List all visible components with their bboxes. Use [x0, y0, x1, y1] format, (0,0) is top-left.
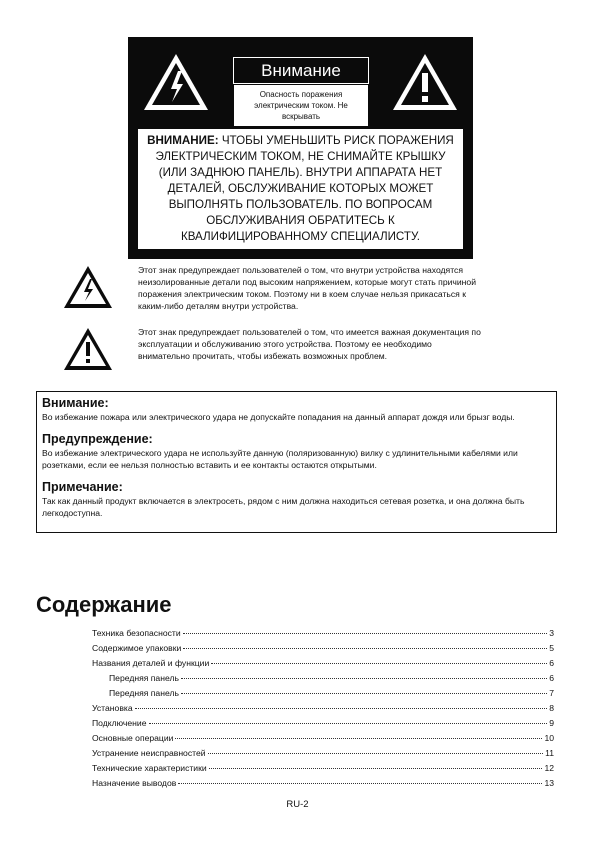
toc-label: Передняя панель	[109, 673, 179, 683]
toc-label: Назначение выводов	[92, 778, 177, 788]
toc-page: 10	[544, 733, 554, 743]
toc-page: 13	[544, 778, 554, 788]
note-text: Во избежание пожара или электрического удара не допускайте попадания на данный аппарат дождя или брызг воды.	[42, 412, 515, 422]
exclamation-warning-icon	[62, 326, 114, 372]
toc-leader	[183, 633, 548, 634]
note-text: Во избежание электрического удара не используйте данную (поляризованную) вилку с удлинительными кабелями или розетками, если ее нельзя полностью вставить и ее контакты остаются открытыми.	[42, 448, 518, 470]
toc-label: Установка	[92, 703, 133, 713]
toc-label: Технические характеристики	[92, 763, 207, 773]
toc-leader	[175, 738, 542, 739]
toc-leader	[209, 768, 543, 769]
lightning-warning-icon	[141, 51, 211, 113]
toc-leader	[211, 663, 547, 664]
toc-label: Передняя панель	[109, 688, 179, 698]
toc-leader	[183, 648, 547, 649]
toc-leader	[181, 678, 547, 679]
warning-box	[128, 37, 473, 259]
toc-label: Названия деталей и функции	[92, 658, 210, 668]
toc-page: 9	[549, 718, 554, 728]
toc-leader	[149, 723, 548, 724]
toc-title: Содержание	[36, 592, 172, 617]
toc-page: 6	[549, 673, 554, 683]
toc-leader	[178, 783, 542, 784]
caution-main-text	[138, 129, 463, 249]
toc-entry[interactable]	[92, 688, 554, 703]
toc-entry[interactable]	[92, 658, 554, 673]
symbol-text: Этот знак предупреждает пользователей о том, что имеется важная документация по эксплуатации и обслуживанию этого устройства. Поэтому ее необходимо внимательно прочитать, чтобы избежать возможных проблем.	[138, 327, 481, 361]
caution-subtitle-line: электрическим током. Не вскрывать	[254, 101, 348, 121]
toc-entry[interactable]	[92, 763, 554, 778]
lightning-warning-icon	[62, 264, 114, 310]
toc-label: Содержимое упаковки	[92, 643, 182, 653]
toc-entry[interactable]	[92, 718, 554, 733]
toc-page: 11	[545, 748, 554, 758]
notes-box	[36, 391, 557, 533]
toc-leader	[208, 753, 544, 754]
toc-entry[interactable]	[92, 733, 554, 748]
toc-page: 5	[549, 643, 554, 653]
toc-page: 8	[549, 703, 554, 713]
toc-entry[interactable]	[92, 703, 554, 718]
caution-main-body: ЧТОБЫ УМЕНЬШИТЬ РИСК ПОРАЖЕНИЯ ЭЛЕКТРИЧЕСКИМ ТОКОМ, НЕ СНИМАЙТЕ КРЫШКУ (ИЛИ ЗАДНЮЮ ПАНЕЛЬ). ВНУТРИ АППАРАТА НЕТ ДЕТАЛЕЙ, ОБСЛУЖИВАНИЕ КОТОРЫХ МОЖЕТ ВЫПОЛНЯТЬ ПОЛЬЗОВАТЕЛЬ. ПО ВОПРОСАМ ОБСЛУЖИВАНИЯ ОБРАТИТЕСЬ К КВАЛИФИЦИРОВАННОМУ СПЕЦИАЛИСТУ.	[155, 134, 454, 243]
note-heading: Внимание:	[42, 396, 109, 410]
note-text: Так как данный продукт включается в электросеть, рядом с ним должна находиться сетевая розетка, и она должна быть легкодоступна.	[42, 496, 525, 518]
exclamation-warning-icon	[390, 51, 460, 113]
note-heading: Предупреждение:	[42, 432, 153, 446]
page-number: RU-2	[286, 799, 309, 810]
toc-entry[interactable]	[92, 748, 554, 763]
caution-subtitle	[233, 84, 369, 127]
toc-leader	[181, 693, 547, 694]
toc-label: Техника безопасности	[92, 628, 181, 638]
caution-title: Внимание	[233, 57, 369, 84]
toc-label: Основные операции	[92, 733, 174, 743]
toc-page: 7	[549, 688, 554, 698]
toc-label: Подключение	[92, 718, 147, 728]
toc-entry[interactable]	[92, 628, 554, 643]
toc-entry[interactable]	[92, 673, 554, 688]
table-of-contents	[92, 628, 554, 793]
toc-entry[interactable]	[92, 643, 554, 658]
caution-subtitle-line: Опасность поражения	[259, 90, 343, 99]
toc-page: 3	[549, 628, 554, 638]
note-heading: Примечание:	[42, 480, 123, 494]
toc-entry[interactable]	[92, 778, 554, 793]
toc-page: 12	[544, 763, 554, 773]
toc-leader	[135, 708, 548, 709]
toc-page: 6	[549, 658, 554, 668]
symbol-text: Этот знак предупреждает пользователей о том, что внутри устройства находятся неизолированные детали под высоким напряжением, которые могут стать причиной поражения электрическим током. Поэтому ни в коем случае нельзя прикасаться к каким-либо деталям внутри устройства.	[138, 265, 477, 311]
toc-label: Устранение неисправностей	[92, 748, 206, 758]
caution-main-bold: ВНИМАНИЕ:	[147, 134, 219, 147]
